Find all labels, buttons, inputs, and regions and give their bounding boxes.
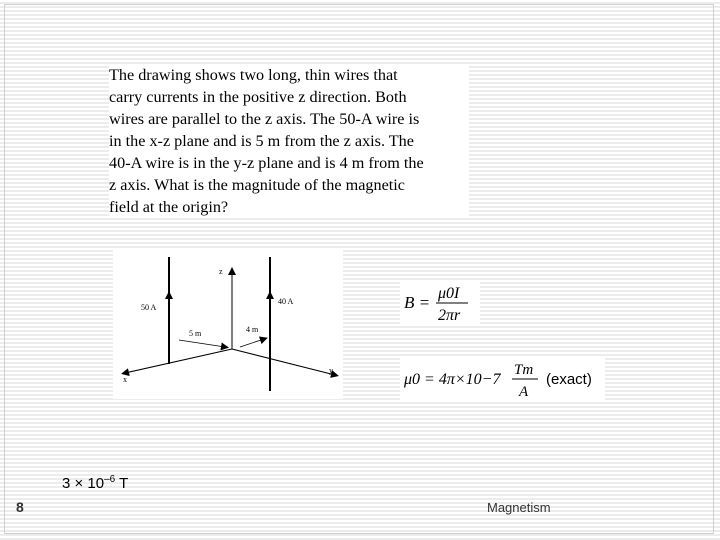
field-formula-denominator: 2πr [438,307,461,324]
unit-denominator: A [519,384,529,400]
label-40a: 40 A [278,297,294,306]
page-number: 8 [16,499,24,515]
label-5m: 5 m [189,329,202,338]
answer [62,474,128,492]
problem-line-2: carry currents in the positive z direction. Both [109,88,407,106]
permeability-formula [400,356,605,402]
wire-diagram [113,249,343,399]
distance-arrow-4m [240,339,264,347]
problem-line-3: wires are parallel to the z axis. The 50-A wire is [109,110,420,128]
answer-exponent: –6 [104,474,116,485]
field-formula-numerator: μ0I [438,285,460,302]
permeability-lhs: μ0 = 4π×10−7 [404,371,501,388]
label-x: x [123,375,127,384]
field-formula-svg [400,280,480,326]
problem-line-4: in the x-z plane and is 5 m from the z axis. The [109,132,414,150]
problem-statement [109,64,469,218]
problem-line-1: The drawing shows two long, thin wires that [109,66,398,84]
problem-line-7: field at the origin? [109,198,229,216]
label-50a: 50 A [141,303,157,312]
wire-diagram-svg [113,249,343,399]
label-y: y [329,366,333,375]
footer-title: Magnetism [487,500,551,515]
answer-unit: T [115,475,129,492]
y-axis [232,349,335,375]
distance-arrow-5m [179,340,225,347]
label-4m: 4 m [246,325,259,334]
label-z: z [219,267,223,276]
unit-numerator: Tm [514,362,534,378]
problem-line-6: z axis. What is the magnitude of the magnetic [109,176,405,194]
exact-note: (exact) [546,371,592,388]
field-formula-lhs: B = [404,293,431,312]
answer-base: 3 × 10 [62,475,105,492]
field-formula [400,280,480,326]
permeability-formula-svg [400,356,605,402]
problem-line-5: 40-A wire is in the y-z plane and is 4 m from the [109,154,424,172]
x-axis [125,349,232,373]
